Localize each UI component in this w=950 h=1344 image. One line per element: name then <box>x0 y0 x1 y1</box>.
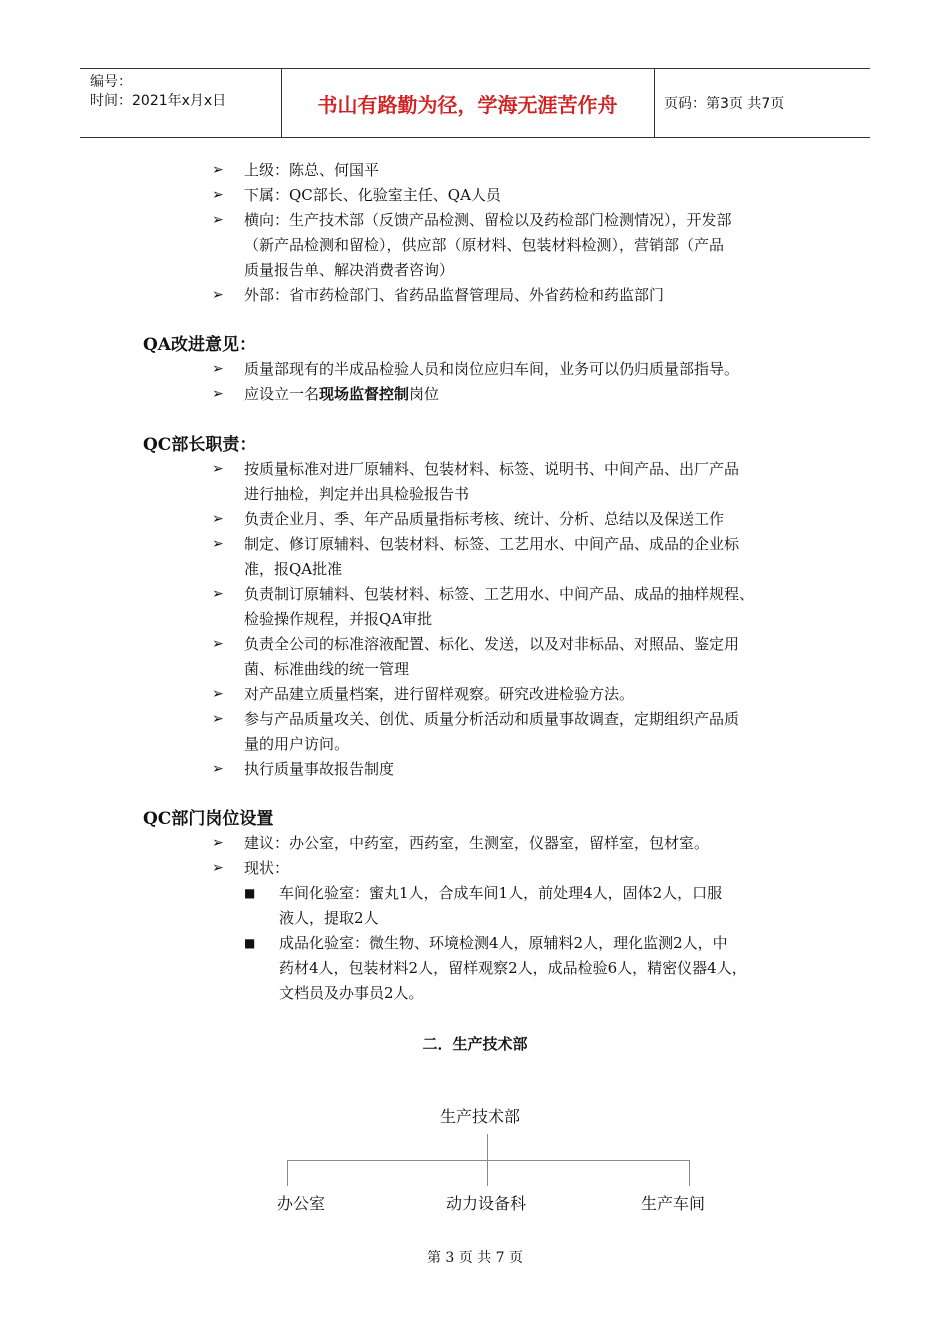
list-item-text: 文档员及办事员2人。 <box>279 984 424 1002</box>
qc-posts-heading: QC部门岗位设置 <box>143 809 274 829</box>
arrow-bullet-icon: ➢ <box>212 361 224 377</box>
org-child-node: 动力设备科 <box>446 1194 527 1213</box>
list-item-text: 执行质量事故报告制度 <box>244 760 395 778</box>
doc-number-label: 编号： <box>90 74 132 90</box>
arrow-bullet-icon: ➢ <box>212 461 224 477</box>
list-item-text: 按质量标准对进厂原辅料、包装材料、标签、说明书、中间产品、出厂产品 <box>244 460 740 478</box>
arrow-bullet-icon: ➢ <box>212 287 224 303</box>
list-item-text: 负责全公司的标准溶液配置、标化、发送，以及对非标品、对照品、鉴定用 <box>244 635 740 653</box>
list-item-text: 成品化验室：微生物、环境检测4人，原辅料2人，理化监测2人，中 <box>279 934 728 952</box>
arrow-bullet-icon: ➢ <box>212 586 224 602</box>
list-item-text: 负责制订原辅料、包装材料、标签、工艺用水、中间产品、成品的抽样规程、 <box>244 585 755 603</box>
list-item-text: 液人，提取2人 <box>279 909 379 927</box>
list-item-text: 建议：办公室，中药室，西药室，生测室，仪器室，留样室，包材室。 <box>244 834 710 852</box>
section-title: 二．生产技术部 <box>422 1035 528 1053</box>
list-item-text: 上级：陈总、何国平 <box>244 161 380 179</box>
square-bullet-icon: ■ <box>244 886 256 900</box>
arrow-bullet-icon: ➢ <box>212 686 224 702</box>
list-item-text: 量的用户访问。 <box>244 735 350 753</box>
arrow-bullet-icon: ➢ <box>212 761 224 777</box>
list-item-text: 制定、修订原辅料、包装材料、标签、工艺用水、中间产品、成品的企业标 <box>244 535 740 553</box>
text-prefix: 应设立一名 <box>244 385 320 403</box>
org-child-node: 生产车间 <box>641 1194 706 1213</box>
list-item-text: 菌、标准曲线的统一管理 <box>244 660 410 678</box>
arrow-bullet-icon: ➢ <box>212 536 224 552</box>
bold-term: 现场监督控制 <box>319 385 410 403</box>
list-item-text: 现状： <box>244 859 290 877</box>
arrow-bullet-icon: ➢ <box>212 711 224 727</box>
arrow-bullet-icon: ➢ <box>212 187 224 203</box>
list-item-text: 进行抽检，判定并出具检验报告书 <box>244 485 470 503</box>
org-connector <box>287 1160 288 1186</box>
org-connector <box>287 1160 689 1161</box>
arrow-bullet-icon: ➢ <box>212 511 224 527</box>
arrow-bullet-icon: ➢ <box>212 162 224 178</box>
header-divider <box>654 69 655 137</box>
page-header <box>80 68 870 138</box>
header-motto: 书山有路勤为径，学海无涯苦作舟 <box>317 92 618 117</box>
arrow-bullet-icon: ➢ <box>212 386 224 402</box>
list-item-text: 检验操作规程，并报QA审批 <box>244 610 433 628</box>
text-suffix: 岗位 <box>409 385 440 403</box>
list-item-text: 参与产品质量攻关、创优、质量分析活动和质量事故调查，定期组织产品质 <box>244 710 740 728</box>
list-item-text: 车间化验室：蜜丸1人，合成车间1人，前处理4人，固体2人，口服 <box>279 884 723 902</box>
org-connector <box>689 1160 690 1186</box>
arrow-bullet-icon: ➢ <box>212 860 224 876</box>
list-item-text: 对产品建立质量档案，进行留样观察。研究改进检验方法。 <box>244 685 635 703</box>
header-page-label: 页码：第3页 共7页 <box>664 96 785 112</box>
qa-heading: QA改进意见： <box>143 335 256 355</box>
doc-date-label: 时间：2021年x月x日 <box>90 93 227 109</box>
list-item-text: 横向：生产技术部（反馈产品检测、留检以及药检部门检测情况），开发部 <box>244 211 732 229</box>
square-bullet-icon: ■ <box>244 936 256 950</box>
list-item <box>212 208 822 283</box>
list-item-text: 质量部现有的半成品检验人员和岗位应归车间，业务可以仍归质量部指导。 <box>244 360 740 378</box>
list-item-text: 负责企业月、季、年产品质量指标考核、统计、分析、总结以及保送工作 <box>244 510 725 528</box>
list-item-text: 质量报告单、解决消费者咨询） <box>244 261 455 279</box>
list-item-text: （新产品检测和留检），供应部（原材料、包装材料检测），营销部（产品 <box>244 236 725 254</box>
list-item-text: 准，报QA批准 <box>244 560 343 578</box>
arrow-bullet-icon: ➢ <box>212 212 224 228</box>
arrow-bullet-icon: ➢ <box>212 636 224 652</box>
list-item-text: 下属：QC部长、化验室主任、QA人员 <box>244 186 501 204</box>
arrow-bullet-icon: ➢ <box>212 835 224 851</box>
list-item-text: 外部：省市药检部门、省药品监督管理局、外省药检和药监部门 <box>244 286 665 304</box>
qc-duties-heading: QC部长职责： <box>143 435 257 455</box>
header-meta <box>90 73 226 111</box>
org-root-node: 生产技术部 <box>440 1107 521 1126</box>
list-item-text <box>244 382 822 407</box>
org-child-node: 办公室 <box>277 1194 326 1213</box>
page-footer: 第 3 页 共 7 页 <box>426 1250 524 1266</box>
list-item-text: 药材4人，包装材料2人，留样观察2人，成品检验6人，精密仪器4人， <box>279 959 747 977</box>
